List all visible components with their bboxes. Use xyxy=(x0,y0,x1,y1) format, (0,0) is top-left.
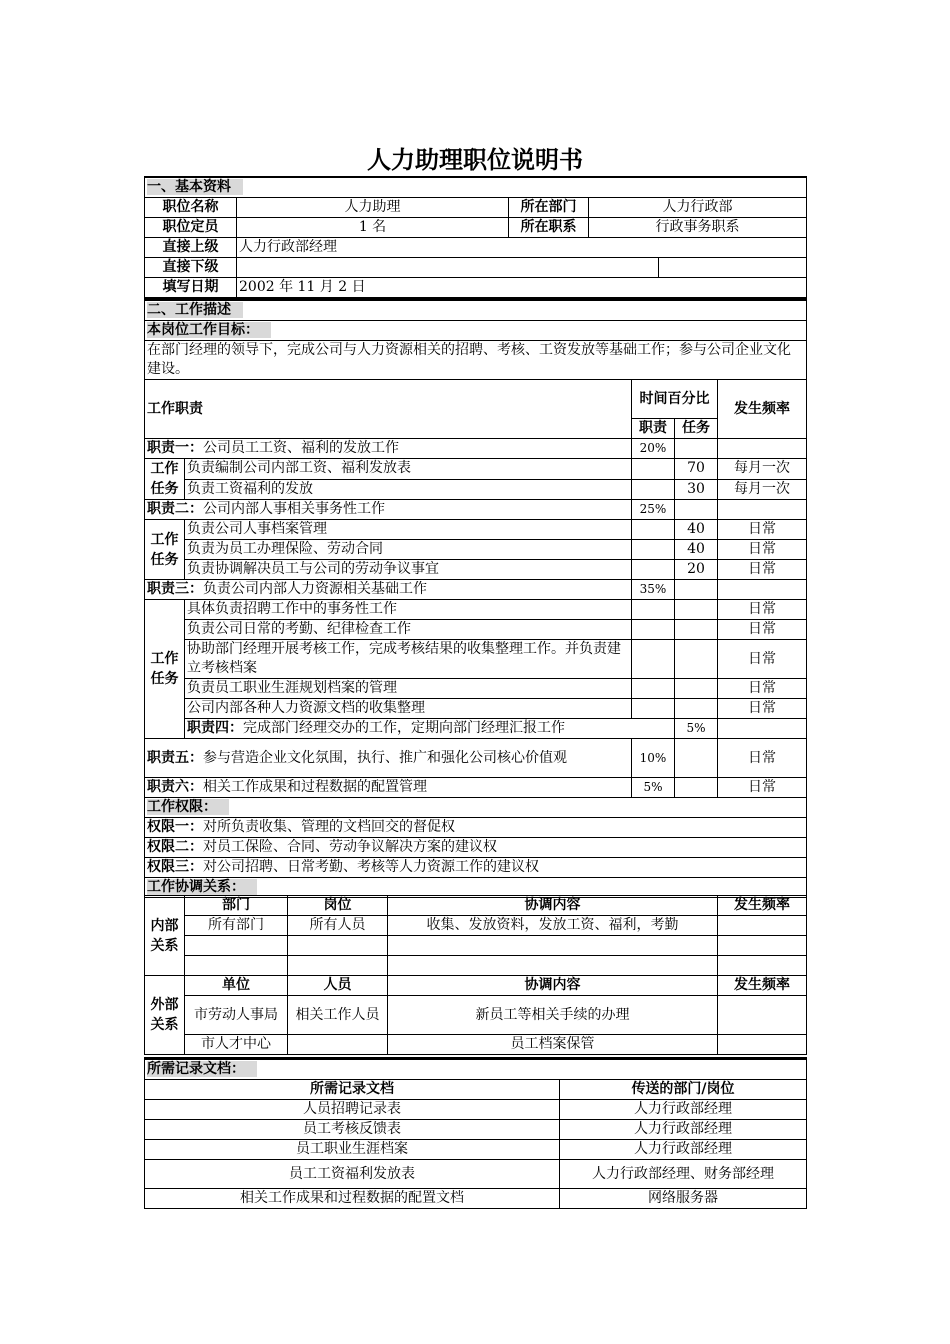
duty-percent: 25% xyxy=(632,500,675,520)
internal-cell xyxy=(718,956,807,976)
task-row xyxy=(145,540,807,560)
task-frequency: 每月一次 xyxy=(718,459,807,480)
duty-row xyxy=(145,580,807,600)
records-table xyxy=(144,1057,807,1209)
duty-text: 公司内部人事相关事务性工作 xyxy=(203,501,385,517)
records-label: 所需记录文档： xyxy=(147,1061,257,1077)
task-row xyxy=(145,699,807,719)
duty-frequency xyxy=(718,580,807,600)
task-duty-percent xyxy=(632,620,675,640)
task-row xyxy=(145,679,807,699)
duty-text: 负责公司内部人力资源相关基础工作 xyxy=(203,581,427,597)
authority-row xyxy=(145,838,807,858)
task-duty-percent xyxy=(632,479,675,500)
record-recipient: 网络服务器 xyxy=(560,1189,807,1209)
record-recipient: 人力行政部经理 xyxy=(560,1120,807,1140)
internal-cell xyxy=(185,956,288,976)
duty-percent: 5% xyxy=(632,778,675,798)
authority-label: 工作权限： xyxy=(147,799,229,815)
authority-text: 对所负责收集、管理的文档回交的督促权 xyxy=(203,819,455,835)
task-duty-percent xyxy=(632,560,675,580)
coordination-label: 工作协调关系： xyxy=(147,879,257,895)
task-percent: 40 xyxy=(675,540,718,560)
internal-col-header: 协调内容 xyxy=(388,896,718,916)
task-row xyxy=(145,600,807,620)
task-duty-percent xyxy=(632,699,675,719)
record-document: 员工职业生涯档案 xyxy=(145,1140,560,1160)
internal-cell xyxy=(288,936,388,956)
duty-row xyxy=(145,500,807,520)
headcount-value: 1 名 xyxy=(237,218,509,238)
task-percent xyxy=(675,699,718,719)
authority-row xyxy=(145,818,807,838)
task-percent: 20 xyxy=(675,560,718,580)
external-cell: 新员工等相关手续的办理 xyxy=(388,996,718,1035)
task-frequency: 日常 xyxy=(718,679,807,699)
duty-col-header: 职责 xyxy=(632,419,675,439)
subordinate-extra xyxy=(659,258,807,278)
duty-text: 参与营造企业文化氛围，执行、推广和强化公司核心价值观 xyxy=(203,749,567,766)
task-duty-percent xyxy=(632,540,675,560)
goal-label-row xyxy=(145,321,807,341)
records-header-row xyxy=(145,1080,807,1100)
internal-cell xyxy=(718,936,807,956)
duty-prefix: 职责五： xyxy=(147,749,203,766)
task-row xyxy=(145,459,807,480)
task-text: 公司内部各种人力资源文档的收集整理 xyxy=(185,699,632,719)
fill-date-label: 填写日期 xyxy=(145,278,237,298)
duty-percent: 35% xyxy=(632,580,675,600)
task-duty-percent xyxy=(632,520,675,540)
task-duty-percent xyxy=(632,459,675,480)
task-row xyxy=(145,479,807,500)
task-text: 具体负责招聘工作中的事务性工作 xyxy=(185,600,632,620)
duty-text: 完成部门经理交办的工作，定期向部门经理汇报工作 xyxy=(243,720,565,736)
task-frequency: 日常 xyxy=(718,620,807,640)
task-frequency: 日常 xyxy=(718,520,807,540)
position-name-label: 职位名称 xyxy=(145,198,237,218)
section-work-title: 二、工作描述 xyxy=(147,302,243,318)
duty-task-percent xyxy=(718,719,807,739)
duty-task-percent xyxy=(675,739,718,778)
records-row xyxy=(145,1189,807,1209)
record-document: 相关工作成果和过程数据的配置文档 xyxy=(145,1189,560,1209)
duty-percent: 20% xyxy=(632,439,675,459)
external-cell xyxy=(288,1035,388,1055)
task-frequency: 日常 xyxy=(718,600,807,620)
duty-prefix: 职责一： xyxy=(147,440,203,456)
duty-frequency xyxy=(718,500,807,520)
duty-percent: 10% xyxy=(632,739,675,778)
external-cell: 相关工作人员 xyxy=(288,996,388,1035)
task-percent xyxy=(675,600,718,620)
row-position-name xyxy=(145,198,807,218)
row-subordinate xyxy=(145,258,807,278)
task-label: 工作任务 xyxy=(145,459,185,500)
internal-cell: 收集、发放资料，发放工资、福利，考勤 xyxy=(388,916,718,936)
job-series-label: 所在职系 xyxy=(509,218,589,238)
task-frequency: 日常 xyxy=(718,699,807,719)
duty-row xyxy=(145,719,807,739)
task-text: 负责员工职业生涯规划档案的管理 xyxy=(185,679,632,699)
task-label: 工作任务 xyxy=(145,600,185,739)
task-text: 负责编制公司内部工资、福利发放表 xyxy=(185,459,632,480)
external-row xyxy=(145,996,807,1035)
department-value: 人力行政部 xyxy=(589,198,807,218)
external-row xyxy=(145,1035,807,1055)
goal-text: 在部门经理的领导下，完成公司与人力资源相关的招聘、考核、工资发放等基础工作；参与公司企业文化建设。 xyxy=(145,341,807,380)
section-basic-title: 一、基本资料 xyxy=(147,179,243,195)
fill-date-value: 2002 年 11 月 2 日 xyxy=(237,278,807,298)
internal-col-header: 发生频率 xyxy=(718,896,807,916)
task-frequency: 日常 xyxy=(718,560,807,580)
position-name-value: 人力助理 xyxy=(237,198,509,218)
internal-cell xyxy=(288,956,388,976)
task-duty-percent xyxy=(632,679,675,699)
internal-cell xyxy=(718,916,807,936)
task-percent xyxy=(675,679,718,699)
record-document: 员工工资福利发放表 xyxy=(145,1160,560,1189)
internal-cell xyxy=(185,936,288,956)
task-text: 负责公司人事档案管理 xyxy=(185,520,632,540)
superior-value: 人力行政部经理 xyxy=(237,238,807,258)
duty-row xyxy=(145,439,807,459)
record-recipient: 人力行政部经理 xyxy=(560,1100,807,1120)
duty-frequency xyxy=(718,439,807,459)
task-duty-percent xyxy=(632,600,675,620)
internal-row xyxy=(145,916,807,936)
task-percent: 40 xyxy=(675,520,718,540)
duty-task-percent xyxy=(675,439,718,459)
subordinate-value xyxy=(237,258,659,278)
external-cell xyxy=(718,1035,807,1055)
task-text: 负责工资福利的发放 xyxy=(185,479,632,500)
duty-row xyxy=(145,778,807,798)
record-document: 员工考核反馈表 xyxy=(145,1120,560,1140)
task-percent: 30 xyxy=(675,479,718,500)
internal-cell: 所有人员 xyxy=(288,916,388,936)
subordinate-label: 直接下级 xyxy=(145,258,237,278)
external-relations-label: 外部关系 xyxy=(145,976,185,1055)
frequency-header: 发生频率 xyxy=(718,380,807,439)
task-text: 负责协调解决员工与公司的劳动争议事宜 xyxy=(185,560,632,580)
external-col-header: 协调内容 xyxy=(388,976,718,996)
row-fill-date xyxy=(145,278,807,298)
authority-prefix: 权限二： xyxy=(147,839,203,855)
basic-info-table xyxy=(144,176,807,298)
task-percent: 70 xyxy=(675,459,718,480)
time-percent-header: 时间百分比 xyxy=(632,380,718,419)
section-work-header xyxy=(145,300,807,321)
task-row xyxy=(145,560,807,580)
internal-cell xyxy=(388,956,718,976)
duty-header: 工作职责 xyxy=(145,380,632,439)
external-header-row xyxy=(145,976,807,996)
task-row xyxy=(145,640,807,679)
headcount-label: 职位定员 xyxy=(145,218,237,238)
section-basic-header xyxy=(145,177,807,198)
external-col-header: 单位 xyxy=(185,976,288,996)
duty-frequency: 日常 xyxy=(718,778,807,798)
internal-cell xyxy=(388,936,718,956)
duty-percent: 5% xyxy=(675,719,718,739)
task-duty-percent xyxy=(632,640,675,679)
records-col-header: 传送的部门/岗位 xyxy=(560,1080,807,1100)
duty-prefix: 职责二： xyxy=(147,501,203,517)
job-series-value: 行政事务职系 xyxy=(589,218,807,238)
record-recipient: 人力行政部经理 xyxy=(560,1140,807,1160)
internal-col-header: 部门 xyxy=(185,896,288,916)
row-headcount xyxy=(145,218,807,238)
coordination-table xyxy=(144,895,807,1055)
goal-label: 本岗位工作目标： xyxy=(147,322,271,338)
records-row xyxy=(145,1160,807,1189)
task-text: 协助部门经理开展考核工作，完成考核结果的收集整理工作。并负责建立考核档案 xyxy=(185,640,632,679)
records-row xyxy=(145,1120,807,1140)
document-title: 人力助理职位说明书 xyxy=(367,146,583,174)
records-label-row xyxy=(145,1059,807,1080)
external-cell xyxy=(718,996,807,1035)
internal-header-row xyxy=(145,896,807,916)
superior-label: 直接上级 xyxy=(145,238,237,258)
authority-label-row xyxy=(145,798,807,818)
duty-text: 相关工作成果和过程数据的配置管理 xyxy=(203,779,427,795)
task-label: 工作任务 xyxy=(145,520,185,580)
records-row xyxy=(145,1140,807,1160)
task-text: 负责为员工办理保险、劳动合同 xyxy=(185,540,632,560)
authority-row xyxy=(145,858,807,878)
external-cell: 市人才中心 xyxy=(185,1035,288,1055)
duty-task-percent xyxy=(675,580,718,600)
record-document: 人员招聘记录表 xyxy=(145,1100,560,1120)
internal-row xyxy=(145,956,807,976)
external-col-header: 人员 xyxy=(288,976,388,996)
task-frequency: 每月一次 xyxy=(718,479,807,500)
internal-row xyxy=(145,936,807,956)
authority-text: 对公司招聘、日常考勤、考核等人力资源工作的建议权 xyxy=(203,859,539,875)
task-col-header: 任务 xyxy=(675,419,718,439)
department-label: 所在部门 xyxy=(509,198,589,218)
authority-prefix: 权限三： xyxy=(147,859,203,875)
records-col-header: 所需记录文档 xyxy=(145,1080,560,1100)
records-row xyxy=(145,1100,807,1120)
internal-relations-label: 内部关系 xyxy=(145,896,185,976)
row-superior xyxy=(145,238,807,258)
external-col-header: 发生频率 xyxy=(718,976,807,996)
duty-prefix: 职责三： xyxy=(147,581,203,597)
duty-prefix: 职责四： xyxy=(187,720,243,736)
internal-col-header: 岗位 xyxy=(288,896,388,916)
duty-prefix: 职责六： xyxy=(147,779,203,795)
internal-cell: 所有部门 xyxy=(185,916,288,936)
duty-task-percent xyxy=(675,500,718,520)
goal-text-row xyxy=(145,341,807,380)
duty-frequency: 日常 xyxy=(718,739,807,778)
authority-text: 对员工保险、合同、劳动争议解决方案的建议权 xyxy=(203,839,497,855)
authority-prefix: 权限一： xyxy=(147,819,203,835)
duty-text: 公司员工工资、福利的发放工作 xyxy=(203,440,399,456)
task-percent xyxy=(675,640,718,679)
duty-header-row xyxy=(145,380,807,419)
work-description-table xyxy=(144,298,807,898)
task-frequency: 日常 xyxy=(718,640,807,679)
duty-row xyxy=(145,739,807,778)
external-cell: 市劳动人事局 xyxy=(185,996,288,1035)
duty-task-percent xyxy=(675,778,718,798)
task-row xyxy=(145,620,807,640)
task-row xyxy=(145,520,807,540)
external-cell: 员工档案保管 xyxy=(388,1035,718,1055)
record-recipient: 人力行政部经理、财务部经理 xyxy=(560,1160,807,1189)
task-frequency: 日常 xyxy=(718,540,807,560)
task-percent xyxy=(675,620,718,640)
task-text: 负责公司日常的考勤、纪律检查工作 xyxy=(185,620,632,640)
